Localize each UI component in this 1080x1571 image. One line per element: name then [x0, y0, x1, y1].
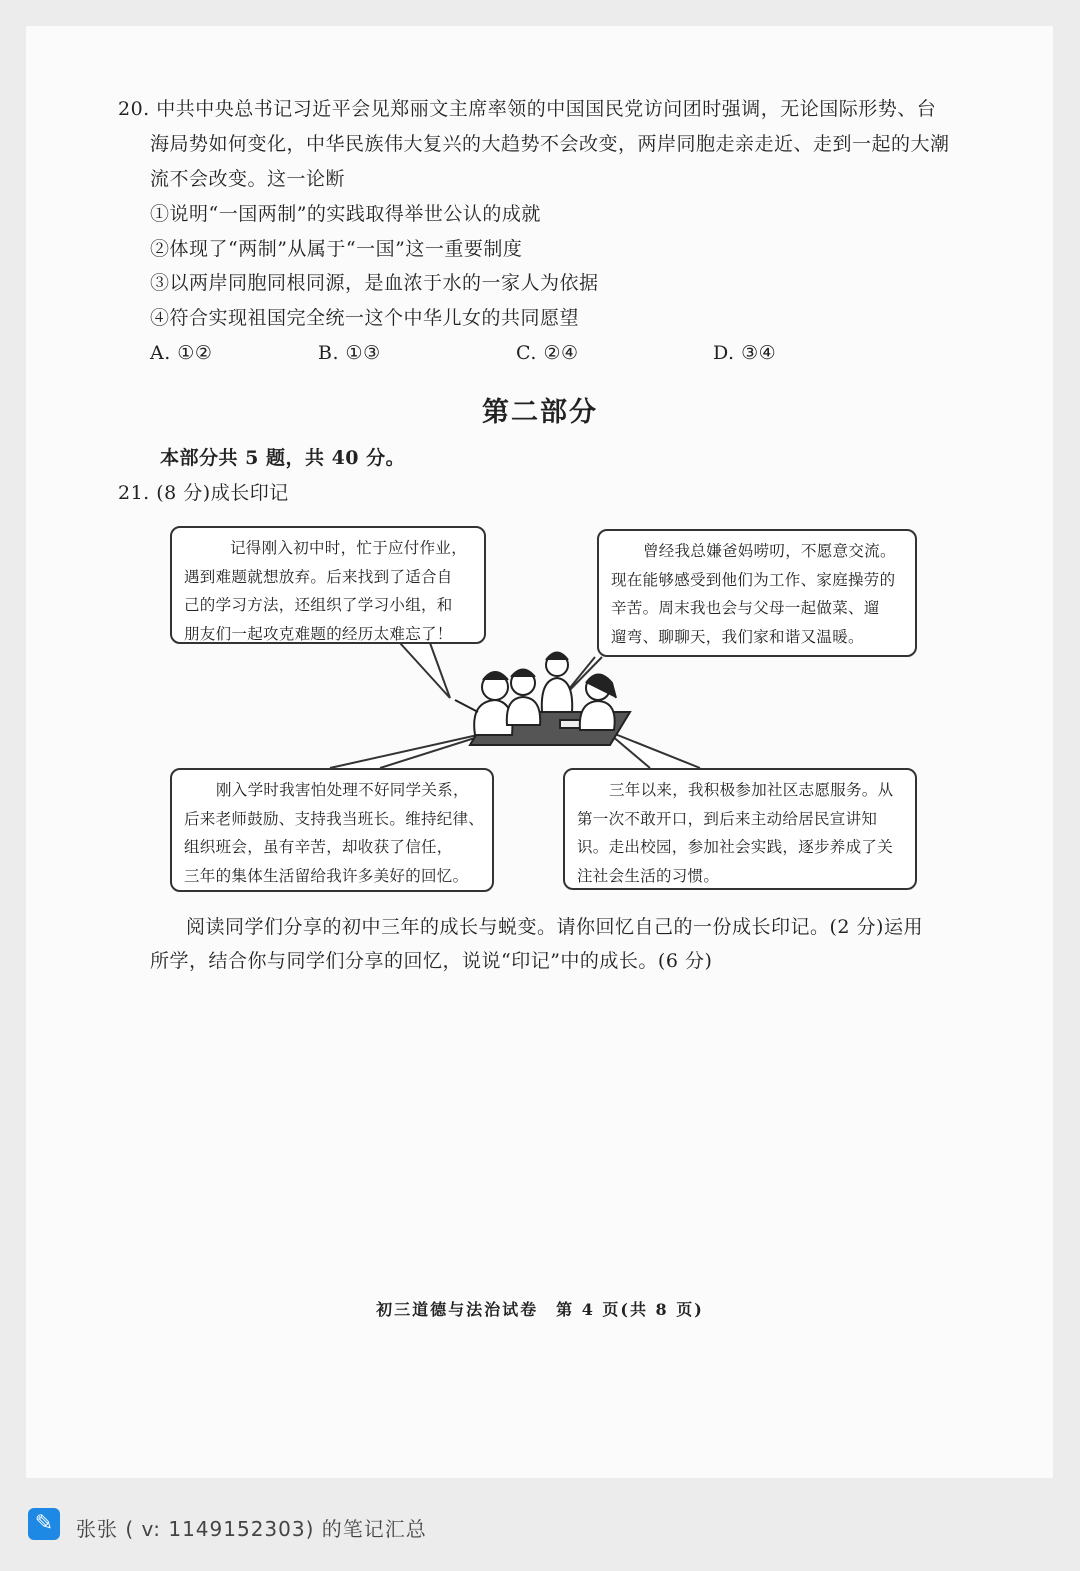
page-footer: 初三道德与法治试卷 第 4 页(共 8 页)	[376, 1300, 704, 1319]
bubble-bottom-right-line-1: 三年以来，我积极参加社区志愿服务。从	[609, 781, 894, 799]
bubble-bottom-right-line-4: 注社会生活的习惯。	[577, 866, 720, 885]
bubble-bottom-right-line-3: 识。走出校园，参加社会实践，逐步养成了关	[577, 838, 894, 856]
part2-intro: 本部分共 5 题，共 40 分。	[160, 447, 406, 469]
bubble-bottom-right	[563, 768, 917, 890]
notes-bar-title: 张张 ( v: 1149152303) 的笔记汇总	[76, 1517, 427, 1541]
bubble-bottom-left-line-2: 后来老师鼓励、支持我当班长。维持纪律、	[184, 809, 485, 828]
q20-option-b: B. ①③	[318, 342, 381, 364]
q21-task-line-1: 阅读同学们分享的初中三年的成长与蜕变。请你回忆自己的一份成长印记。(2 分)运用	[186, 916, 923, 938]
bubble-bottom-right-line-2: 第一次不敢开口，到后来主动给居民宣讲知	[577, 809, 878, 828]
q20-item-4: ④符合实现祖国完全统一这个中华儿女的共同愿望	[150, 307, 580, 329]
q20-option-d: D. ③④	[713, 342, 777, 364]
bubble-top-right-line-2: 现在能够感受到他们为工作、家庭操劳的	[611, 570, 896, 589]
bubble-bottom-left-line-3: 组织班会，虽有辛苦，却收获了信任，	[184, 838, 453, 856]
bubble-bottom-left-line-4: 三年的集体生活留给我许多美好的回忆。	[184, 866, 469, 885]
bubble-bottom-left-line-1: 刚入学时我害怕处理不好同学关系，	[216, 781, 469, 799]
q20-option-a: A. ①②	[150, 342, 213, 364]
q21-task-line-2: 所学，结合你与同学们分享的回忆，说说“印记”中的成长。(6 分)	[150, 950, 713, 972]
q21-heading: 21. (8 分)成长印记	[118, 482, 289, 504]
bubble-top-left-line-4: 朋友们一起攻克难题的经历太难忘了！	[184, 624, 453, 643]
bubble-top-right-line-4: 遛弯、聊聊天，我们家和谐又温暖。	[611, 627, 864, 646]
bubble-top-left-line-3: 己的学习方法，还组织了学习小组，和	[184, 596, 453, 614]
bubble-top-right	[597, 529, 917, 657]
bubble-top-left-line-2: 遇到难题就想放弃。后来找到了适合自	[184, 567, 453, 586]
notes-app-icon[interactable]: ✎	[28, 1508, 60, 1540]
q20-item-1: ①说明“一国两制”的实践取得举世公认的成就	[150, 203, 541, 225]
bubble-top-right-line-3: 辛苦。周末我也会与父母一起做菜、遛	[611, 599, 880, 617]
bubble-top-left-line-1: 记得刚入初中时，忙于应付作业，	[230, 539, 468, 557]
q20-option-c: C. ②④	[516, 342, 579, 364]
q20-item-3: ③以两岸同胞同根同源，是血浓于水的一家人为依据	[150, 272, 599, 294]
bubble-top-left	[170, 526, 486, 644]
q20-line-2: 海局势如何变化，中华民族伟大复兴的大趋势不会改变，两岸同胞走亲走近、走到一起的大潮	[150, 133, 950, 155]
q20-line-1: 20. 中共中央总书记习近平会见郑丽文主席率领的中国国民党访问团时强调，无论国际形势、台	[118, 98, 937, 120]
bubble-bottom-left	[170, 768, 494, 892]
part2-title: 第二部分	[482, 397, 598, 428]
q20-line-3: 流不会改变。这一论断	[150, 168, 346, 190]
bubble-top-right-line-1: 曾经我总嫌爸妈唠叨，不愿意交流。	[643, 542, 896, 560]
q20-item-2: ②体现了“两制”从属于“一国”这一重要制度	[150, 238, 523, 260]
